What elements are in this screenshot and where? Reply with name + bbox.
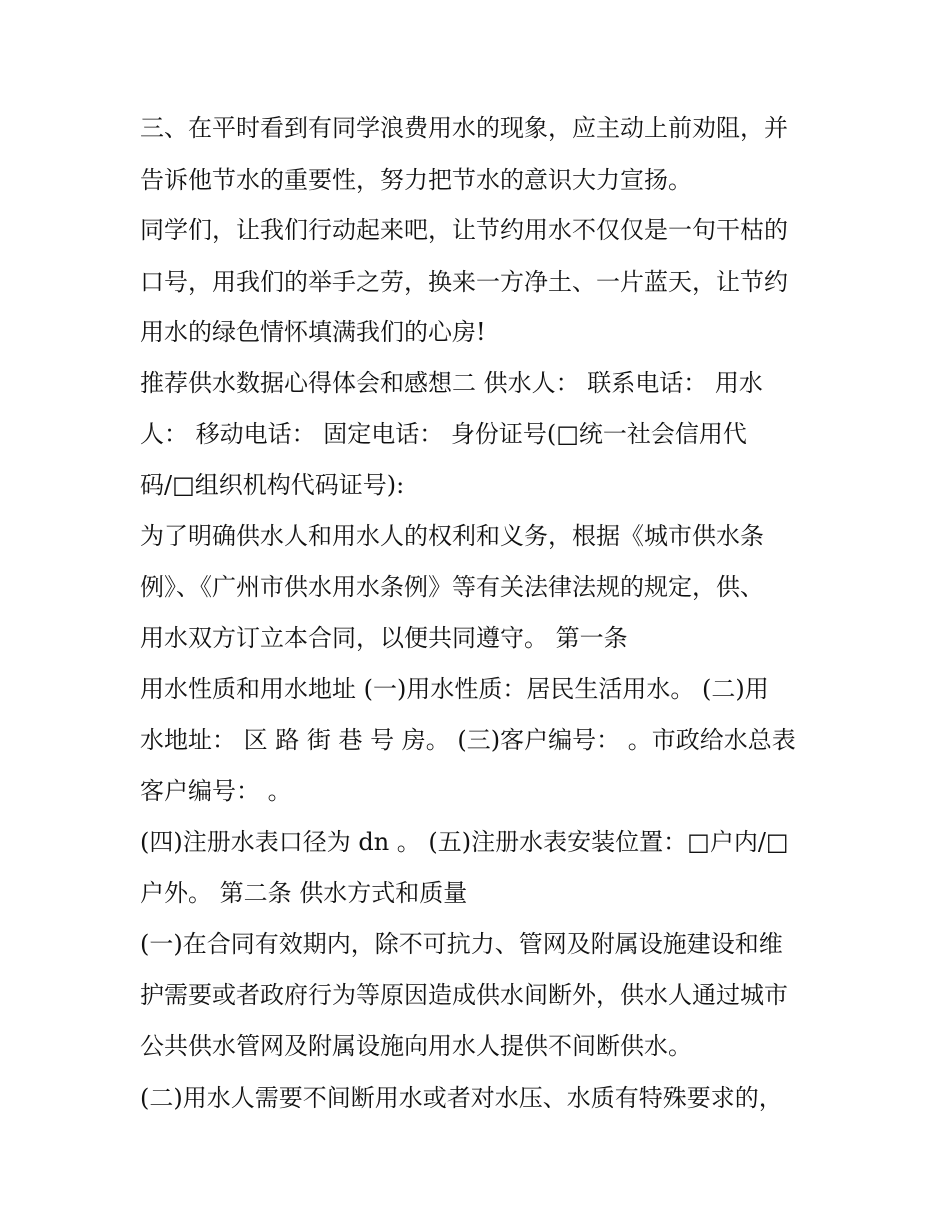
text-line: (四)注册水表口径为 dn 。 (五)注册水表安装位置：□户内/□ [140, 828, 789, 856]
text-line: (一)在合同有效期内，除不可抗力、管网及附属设施建设和维 [140, 930, 783, 958]
text-line: 公共供水管网及附属设施向用水人提供不间断供水。 [140, 1032, 692, 1060]
text-line: 三、在平时看到有同学浪费用水的现象，应主动上前劝阻，并 [140, 114, 788, 142]
text-line: 口号，用我们的举手之劳，换来一方净土、一片蓝天，让节约 [140, 268, 788, 296]
text-line: 水地址： 区 路 街 巷 号 房。 (三)客户编号： 。市政给水总表 [140, 726, 796, 754]
text-line: 户外。 第二条 供水方式和质量 [140, 879, 468, 907]
text-line: 告诉他节水的重要性，努力把节水的意识大力宣扬。 [140, 166, 692, 194]
text-line: 用水双方订立本合同，以便共同遵守。 第一条 [140, 624, 628, 652]
text-line: 同学们，让我们行动起来吧，让节约用水不仅仅是一句干枯的 [140, 216, 788, 244]
text-line: 用水的绿色情怀填满我们的心房! [140, 318, 486, 346]
text-line: 码/□组织机构代码证号): [140, 471, 405, 499]
text-line: 用水性质和用水地址 (一)用水性质：居民生活用水。 (二)用 [140, 675, 769, 703]
text-line: (二)用水人需要不间断用水或者对水压、水质有特殊要求的， [140, 1084, 783, 1112]
text-line: 推荐供水数据心得体会和感想二 供水人： 联系电话： 用水 [140, 369, 763, 397]
text-line: 客户编号： 。 [140, 777, 292, 805]
text-line: 为了明确供水人和用水人的权利和义务，根据《城市供水条 [140, 522, 764, 550]
text-line: 人： 移动电话： 固定电话： 身份证号(□统一社会信用代 [140, 420, 747, 448]
text-line: 例》、《广州市供水用水条例》等有关法律法规的规定，供、 [140, 573, 764, 601]
text-line: 护需要或者政府行为等原因造成供水间断外，供水人通过城市 [140, 981, 788, 1009]
